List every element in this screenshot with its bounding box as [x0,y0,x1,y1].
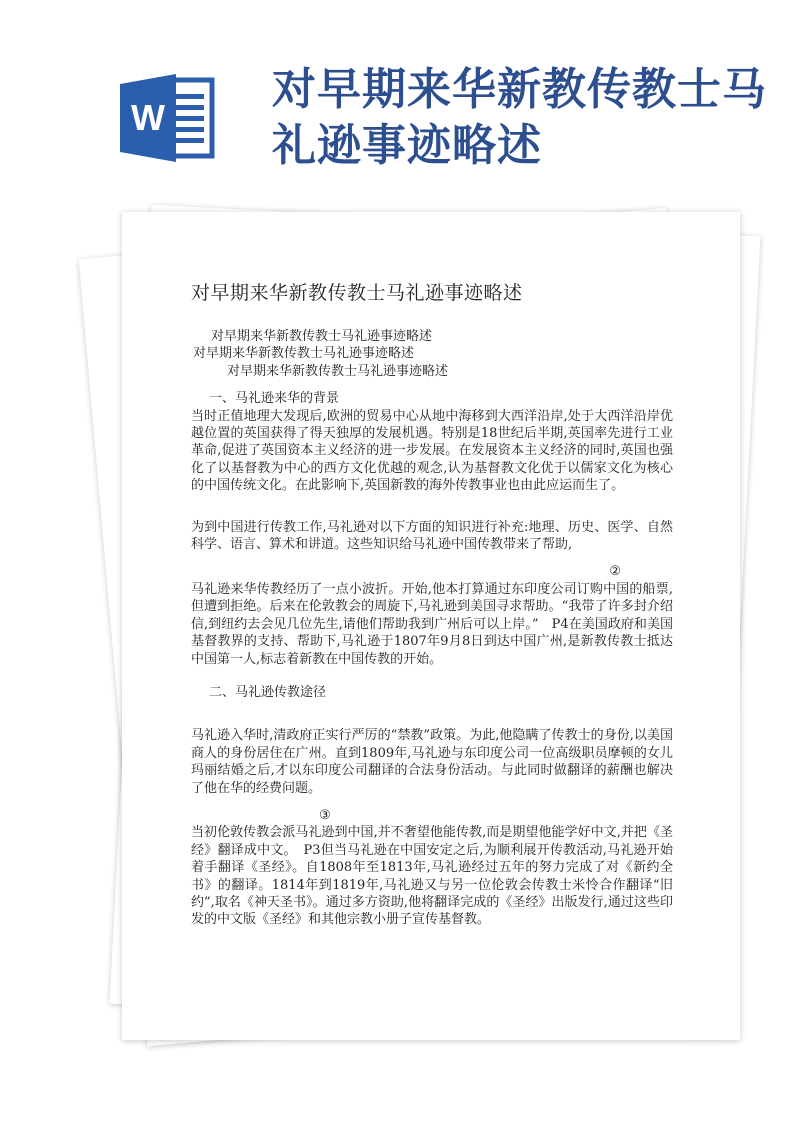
paragraph-4: 马礼逊入华时,清政府正实行严厉的“禁教”政策。为此,他隐瞒了传教士的身份,以美国商人的身份居住在广州。直到1809年,马礼逊与东印度公司一位高级职员摩顿的女儿玛丽结婚之后,才以东印度公司翻译的合法身份活动。与此同时做翻译的薪酬也解决了他在华的经费问题。 [191,728,673,796]
document-subtitle-2: 对早期来华新教传教士马礼逊事迹略述 [193,346,415,362]
footnote-marker-3: ③ [319,807,331,823]
paragraph-5: 当初伦敦传教会派马礼逊到中国,并不奢望他能传教,而是期望他能学好中文,并把《圣经》翻译成中文。 P3但当马礼逊在中国安定之后,为顺利展开传教活动,马礼逊开始着手翻译《圣经》。自1808年至1813年,马礼逊经过五年的努力完成了对《新约全书》的翻译。1814年到1819年,马礼逊又与另一位伦敦会传教士米怜合作翻译“旧约”,取名《神天圣书》。通过多方资助,他将翻译完成的《圣经》出版发行,通过这些印发的中文版《圣经》和其他宗教小册子宣传基督教。 [191,825,673,928]
document-subtitle-1: 对早期来华新教传教士马礼逊事迹略述 [211,329,433,344]
paragraph-1: 当时正值地理大发现后,欧洲的贸易中心从地中海移到大西洋沿岸,处于大西洋沿岸优越位置的英国获得了得天独厚的发展机遇。特别是18世纪后半期,英国率先进行工业革命,促进了英国资本主义经济的进一步发展。在发展资本主义经济的同时,英国也强化了以基督教为中心的西方文化优越的观念,认为基督教文化优于以儒家文化为核心的中国传统文化。在此影响下,英国新教的海外传教事业也由此应运而生了。 [191,408,673,494]
section-heading-2: 二、马礼逊传教途径 [209,684,327,700]
section-heading-1: 一、马礼逊来华的背景 [209,391,340,407]
document-body [191,280,673,929]
word-icon-letter: W [131,97,165,138]
paragraph-2: 为到中国进行传教工作,马礼逊对以下方面的知识进行补充:地理、历史、医学、自然科学、语言、算术和讲道。这些知识给马礼逊中国传教带来了帮助, [191,519,673,553]
document-subtitle-3: 对早期来华新教传教士马礼逊事迹略述 [227,363,449,379]
document-title: 对早期来华新教传教士马礼逊事迹略述 [191,282,523,304]
word-document-icon [118,72,216,164]
banner-title: 对早期来华新教传教士马礼逊事迹略述 [272,64,767,171]
footnote-marker-2: ② [609,564,621,580]
paragraph-3: 马礼逊来华传教经历了一点小波折。开始,他本打算通过东印度公司订购中国的船票,但遭到拒绝。后来在伦敦教会的周旋下,马礼逊到美国寻求帮助。“我带了许多封介绍信,到纽约去会见几位先生,请他们帮助我到广州后可以上岸。” P4在美国政府和美国基督教界的支持、帮助下,马礼逊于1807年9月8日到达中国广州,是新教传教士抵达中国第一人,标志着新教在中国传教的开始。 [191,581,673,667]
